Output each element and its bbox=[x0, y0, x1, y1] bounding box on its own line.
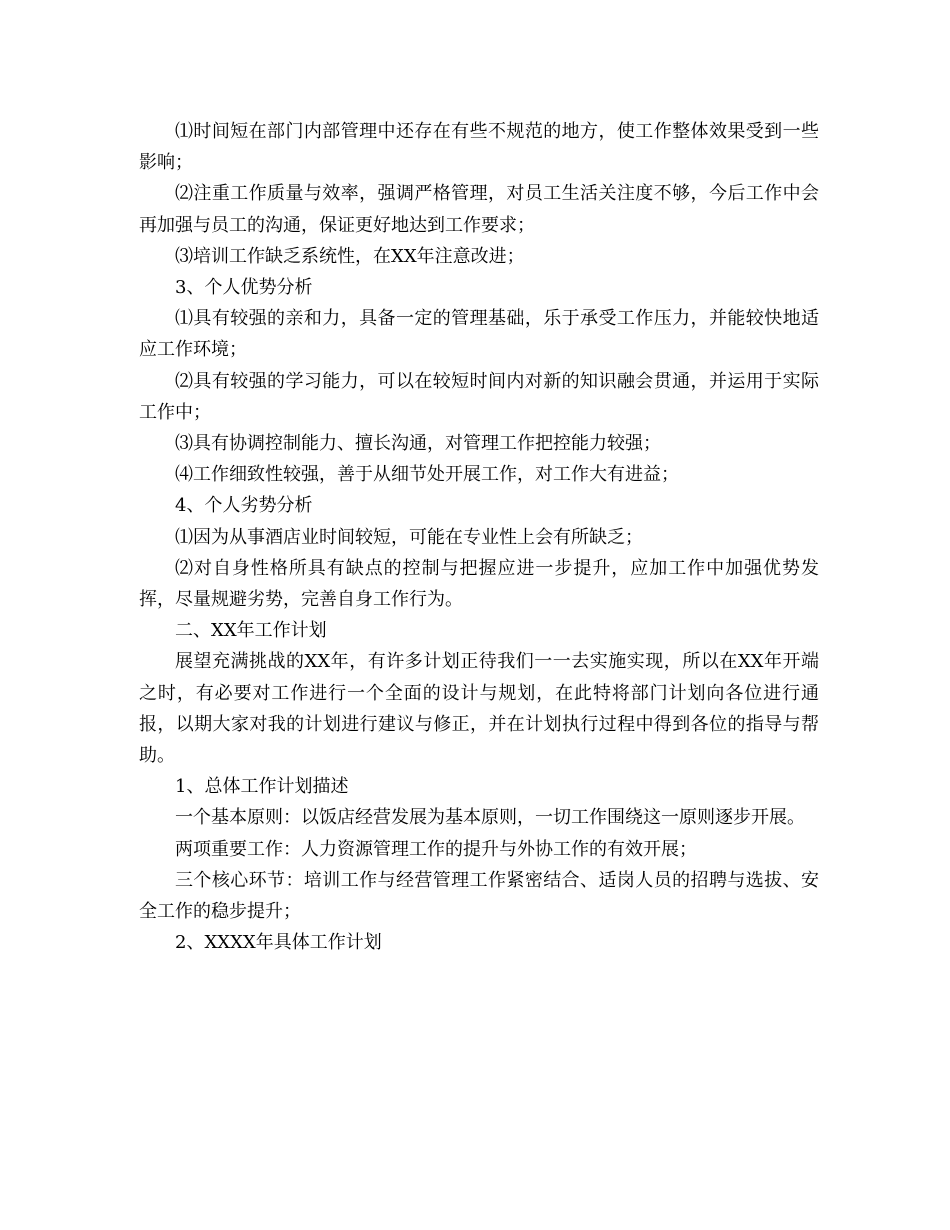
document-body bbox=[139, 116, 819, 958]
section-heading-weaknesses: 4、个人劣势分析 bbox=[175, 495, 313, 517]
paragraph-key-tasks: 两项重要工作：人力资源管理工作的提升与外协工作的有效开展； bbox=[175, 838, 697, 860]
paragraph-problem-3: ⑶培训工作缺乏系统性，在XX年注意改进； bbox=[175, 245, 525, 267]
paragraph-weakness-1: ⑴因为从事酒店业时间较短，可能在专业性上会有所缺乏； bbox=[175, 526, 643, 548]
paragraph-plan-intro: 展望充满挑战的XX年，有许多计划正待我们一一去实施实现，所以在XX年开端之时，有必要对工作进行一个全面的设计与规划，在此特将部门计划向各位进行通报，以期大家对我的计划进行建议与修正，并在计划执行过程中得到各位的指导与帮助。 bbox=[139, 651, 819, 767]
paragraph-strength-2: ⑵具有较强的学习能力，可以在较短时间内对新的知识融会贯通，并运用于实际工作中； bbox=[139, 370, 819, 423]
section-heading-specific-plan: 2、XXXX年具体工作计划 bbox=[175, 932, 382, 954]
section-heading-work-plan: 二、XX年工作计划 bbox=[175, 620, 327, 642]
paragraph-core-links: 三个核心环节：培训工作与经营管理工作紧密结合、适岗人员的招聘与选拔、安全工作的稳步提升； bbox=[139, 869, 819, 923]
section-heading-overall-plan: 1、总体工作计划描述 bbox=[175, 776, 349, 798]
paragraph-strength-4: ⑷工作细致性较强，善于从细节处开展工作，对工作大有进益； bbox=[175, 464, 679, 486]
paragraph-weakness-2: ⑵对自身性格所具有缺点的控制与把握应进一步提升，应加工作中加强优势发挥，尽量规避劣势，完善自身工作行为。 bbox=[139, 557, 819, 611]
paragraph-problem-1: ⑴时间短在部门内部管理中还存在有些不规范的地方，使工作整体效果受到一些影响； bbox=[139, 121, 819, 174]
section-heading-strengths: 3、个人优势分析 bbox=[175, 277, 313, 299]
paragraph-basic-principle: 一个基本原则：以饭店经营发展为基本原则，一切工作围绕这一原则逐步开展。 bbox=[175, 807, 805, 829]
paragraph-strength-3: ⑶具有协调控制能力、擅长沟通，对管理工作把控能力较强； bbox=[175, 433, 661, 455]
paragraph-problem-2: ⑵注重工作质量与效率，强调严格管理，对员工生活关注度不够，今后工作中会再加强与员工的沟通，保证更好地达到工作要求； bbox=[139, 183, 819, 236]
paragraph-strength-1: ⑴具有较强的亲和力，具备一定的管理基础，乐于承受工作压力，并能较快地适应工作环境； bbox=[139, 308, 819, 361]
